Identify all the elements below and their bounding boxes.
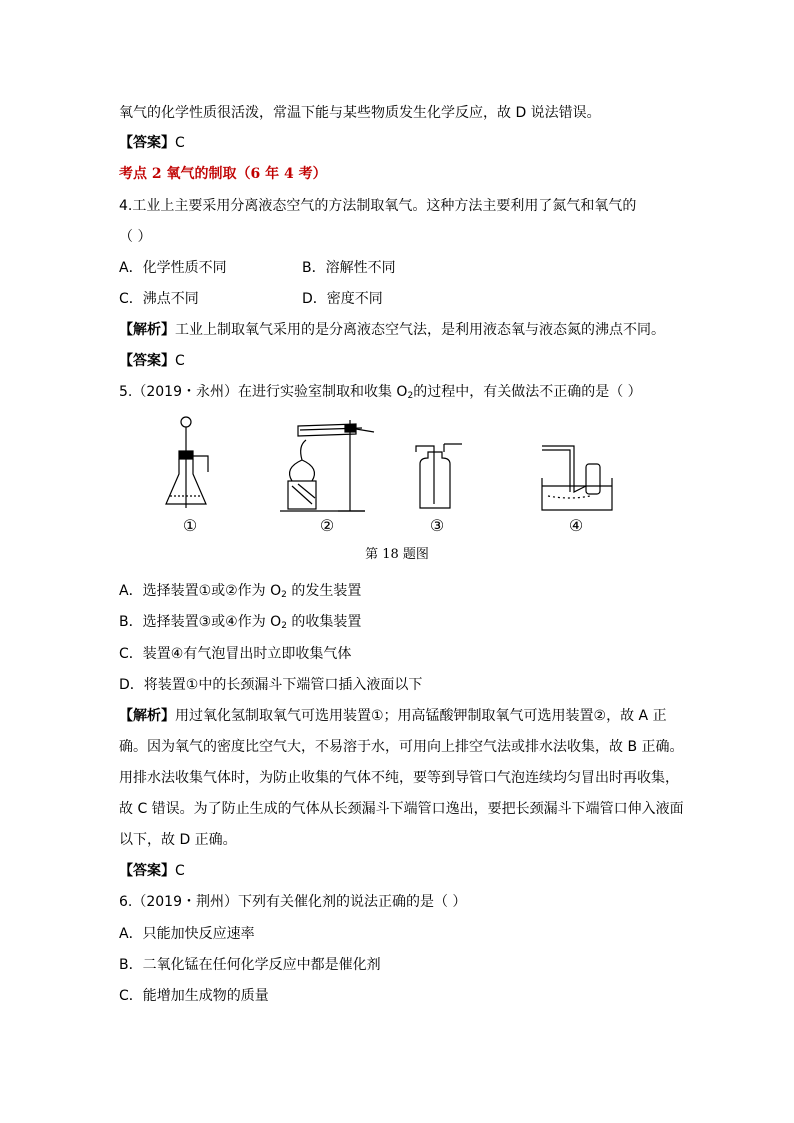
q3-answer <box>119 133 185 153</box>
q5-analysis-line-5: 以下，故 D 正确。 <box>119 832 237 848</box>
q4-option-c: C．沸点不同 <box>119 291 199 307</box>
q5-stem-post: 的过程中，有关做法不正确的是（ ） <box>413 384 642 400</box>
apparatus-3-bottle <box>416 444 462 508</box>
q5-analysis-line-2: 确。因为氧气的密度比空气大，不易溶于水，可用向上排空气法或排水法收集，故 B 正确。 <box>119 739 684 755</box>
q5-analysis-line-1 <box>119 706 667 726</box>
q6-option-a: A．只能加快反应速率 <box>119 926 255 942</box>
q4-option-d: D．密度不同 <box>302 291 383 307</box>
option-sub: 2 <box>281 621 287 631</box>
q5-stem-sub: 2 <box>407 391 414 401</box>
q4-option-a: A．化学性质不同 <box>119 260 227 276</box>
q6-option-b: B．二氧化锰在任何化学反应中都是催化剂 <box>119 957 381 973</box>
option-post: 的收集装置 <box>286 614 362 630</box>
q5-stem-pre: 5.（2019・永州）在进行实验室制取和收集 O <box>119 384 408 400</box>
q5-option-d <box>119 675 422 695</box>
q5-analysis-line-4: 故 C 错误。为了防止生成的气体从长颈漏斗下端管口逸出，要把长颈漏斗下端管口伸入液面 <box>119 801 684 817</box>
q4-analysis <box>119 320 665 340</box>
q6-option-c: C．能增加生成物的质量 <box>119 988 269 1004</box>
option-pre: C．装置④有气泡冒出时立即收集气体 <box>119 646 352 662</box>
answer-value: C <box>175 135 185 151</box>
q4-answer <box>119 351 185 371</box>
q5-analysis-line-3: 用排水法收集气体时，为防止收集的气体不纯，要等到导管口气泡连续均匀冒出时再收集， <box>119 770 679 786</box>
figure-label-2: ② <box>319 516 335 535</box>
analysis-tag: 【解析】 <box>119 708 175 724</box>
q4-stem: 4.工业上主要采用分离液态空气的方法制取氧气。这种方法主要利用了氮气和氧气的 <box>119 198 637 214</box>
option-pre: D．将装置①中的长颈漏斗下端管口插入液面以下 <box>119 677 423 693</box>
analysis-text: 用过氧化氢制取氧气可选用装置①；用高锰酸钾制取氧气可选用装置②，故 A 正 <box>175 708 667 724</box>
q5-option-b <box>119 612 361 636</box>
apparatus-figure <box>150 416 630 536</box>
q5-answer <box>119 861 185 881</box>
q5-stem <box>119 382 642 406</box>
apparatus-1-flask <box>166 417 208 508</box>
figure-caption: 第 18 题图 <box>365 547 429 562</box>
q4-options-row1 <box>119 258 619 278</box>
figure-label-1: ① <box>182 516 198 535</box>
figure-label-4: ④ <box>568 516 584 535</box>
q4-answer-blank: （ ） <box>119 229 152 245</box>
option-pre: A．选择装置①或②作为 O <box>119 583 282 599</box>
answer-tag: 【答案】 <box>119 353 175 369</box>
figure-label-3: ③ <box>429 516 445 535</box>
q3-analysis-tail: 氧气的化学性质很活泼，常温下能与某些物质发生化学反应，故 D 说法错误。 <box>119 105 601 121</box>
answer-tag: 【答案】 <box>119 863 175 879</box>
q4-option-b: B．溶解性不同 <box>302 260 396 276</box>
apparatus-2-heating <box>280 420 374 511</box>
q4-options-row2 <box>119 289 619 309</box>
answer-value: C <box>175 353 185 369</box>
answer-tag: 【答案】 <box>119 135 175 151</box>
option-post: 的发生装置 <box>286 583 362 599</box>
option-sub: 2 <box>281 590 287 600</box>
q6-stem: 6.（2019・荆州）下列有关催化剂的说法正确的是（ ） <box>119 894 467 910</box>
option-pre: B．选择装置③或④作为 O <box>119 614 282 630</box>
analysis-text: 工业上制取氧气采用的是分离液态空气法，是利用液态氧与液态氮的沸点不同。 <box>175 322 665 338</box>
answer-value: C <box>175 863 185 879</box>
q5-option-a <box>119 581 361 605</box>
section-heading: 考点 2 氧气的制取（6 年 4 考） <box>119 166 327 182</box>
q5-option-c <box>119 644 351 664</box>
apparatus-4-trough <box>542 446 612 510</box>
analysis-tag: 【解析】 <box>119 322 175 338</box>
